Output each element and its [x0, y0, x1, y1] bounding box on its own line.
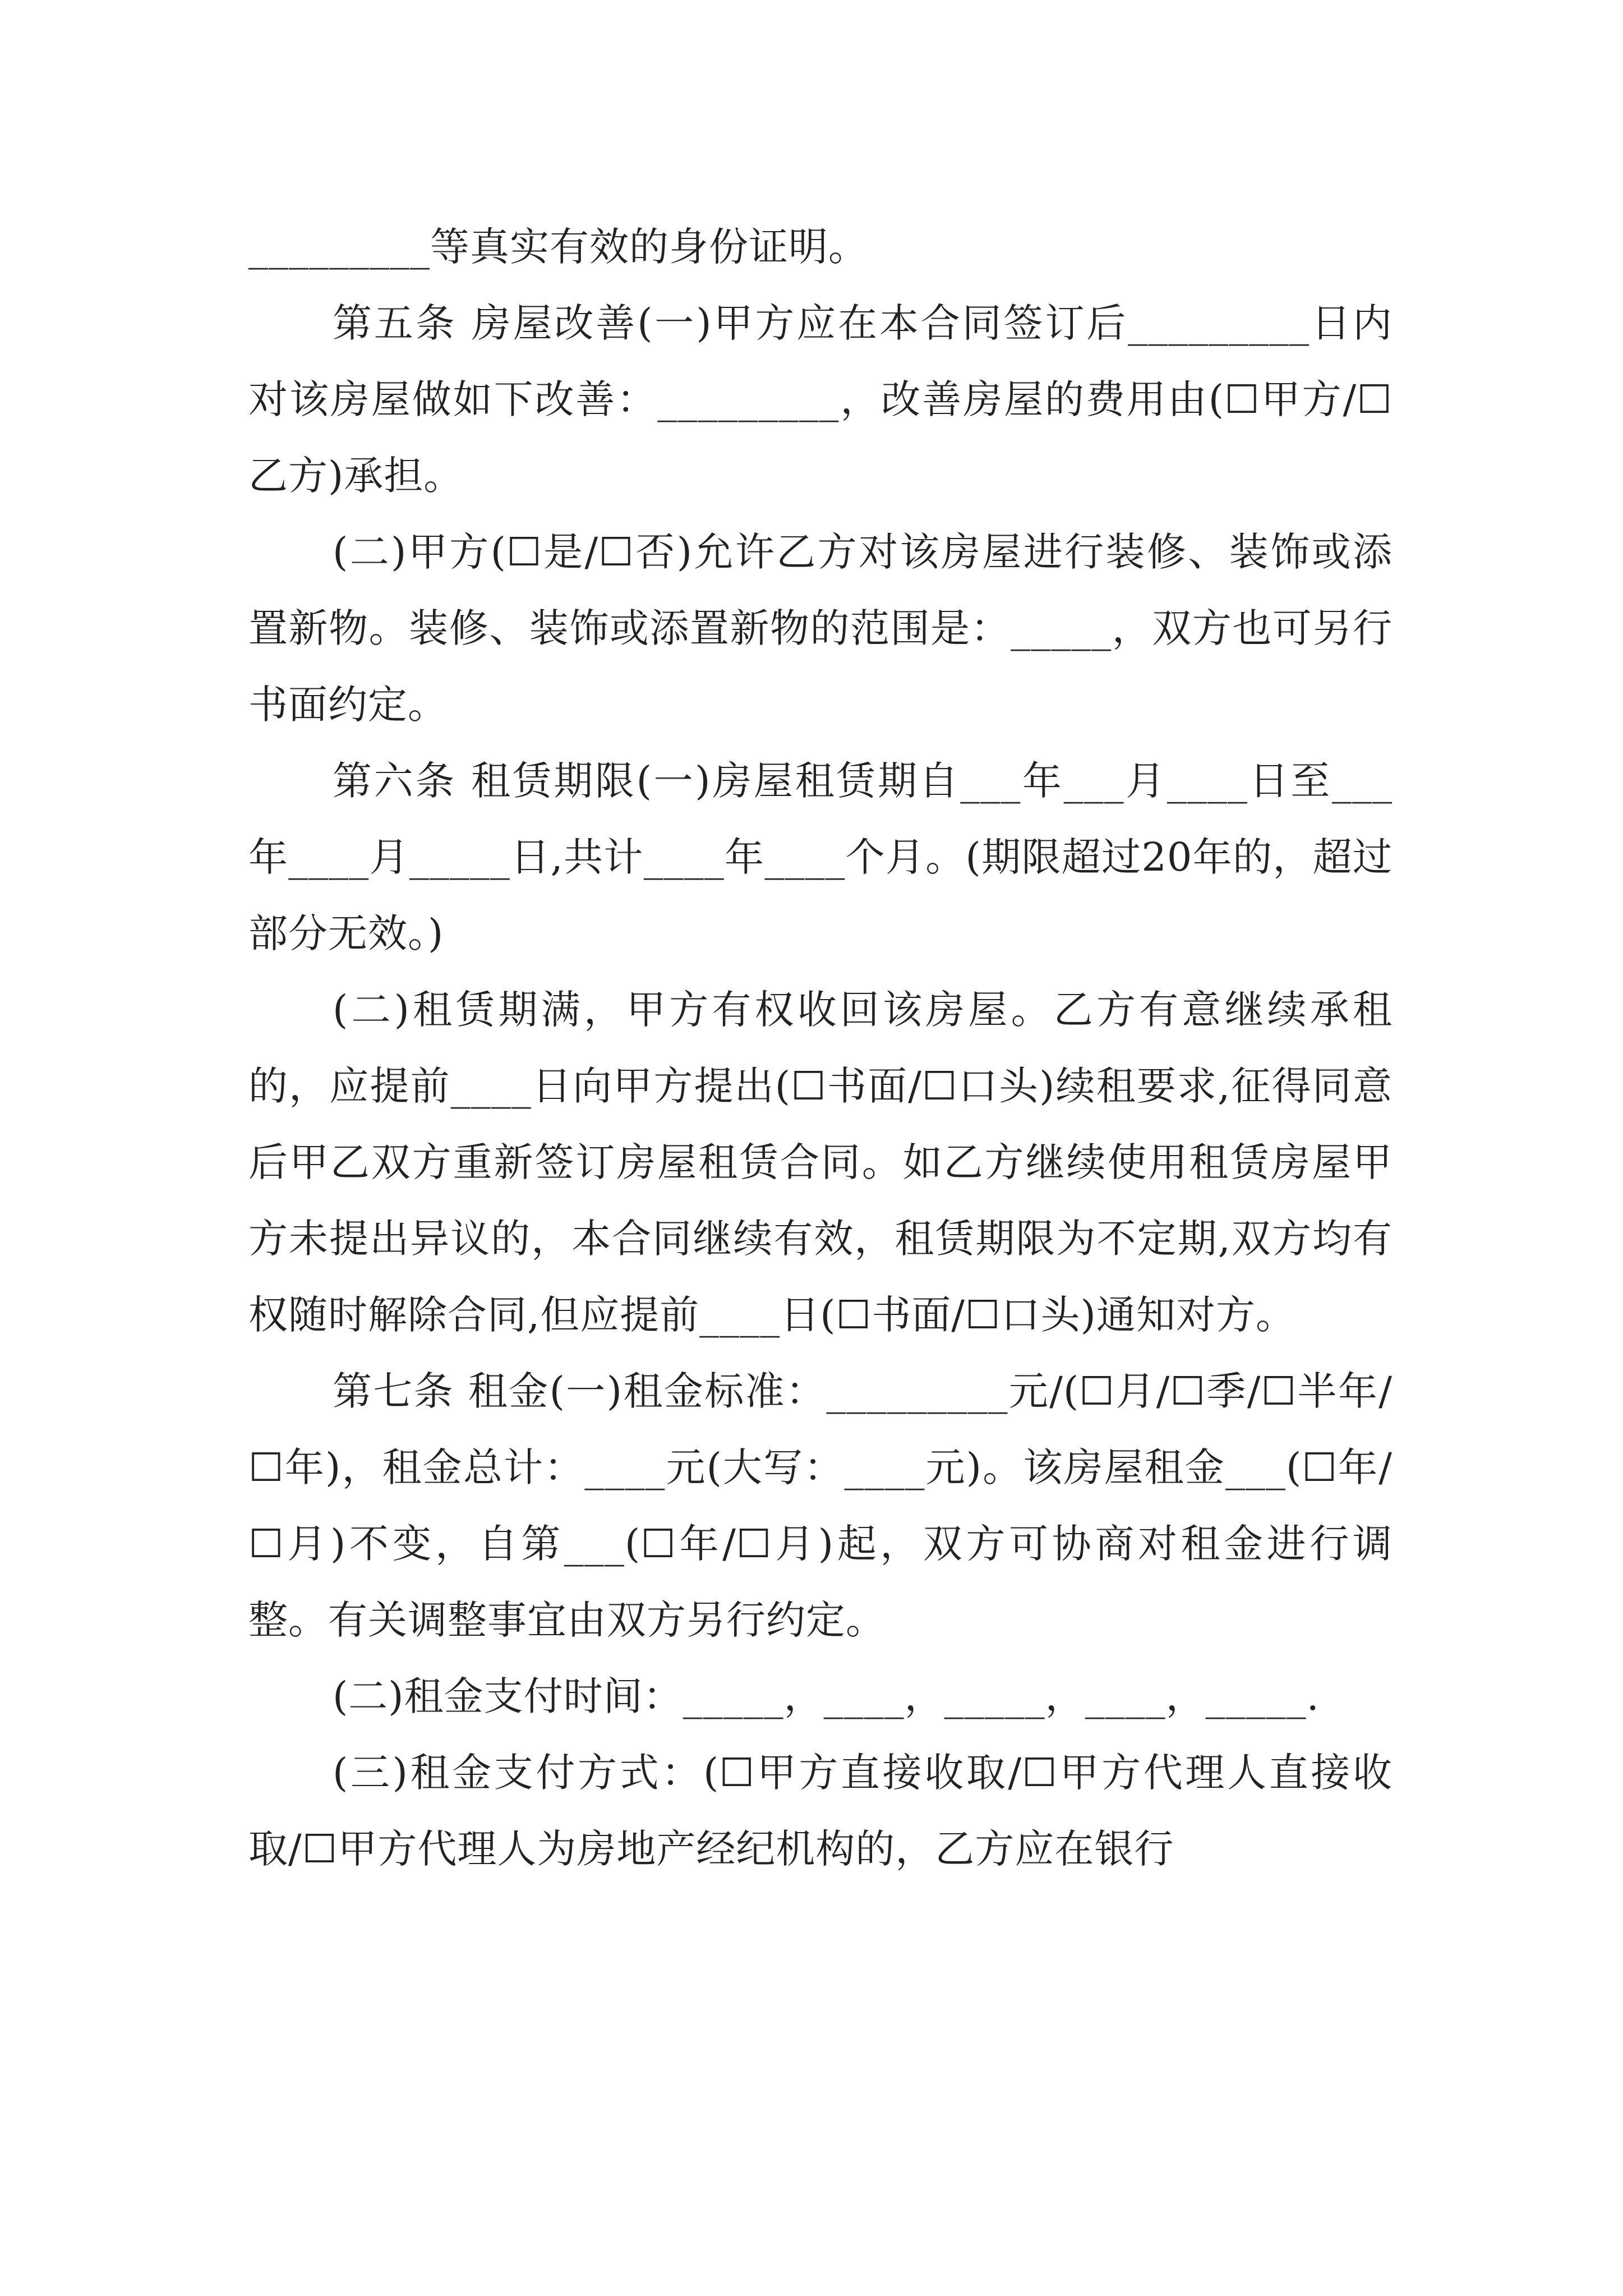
paragraph-article-5-decoration: (二)甲方(☐是/☐否)允许乙方对该房屋进行装修、装饰或添置新物。装修、装饰或添置新物的范围是：_____，双方也可另行书面约定。 [248, 529, 1393, 728]
paragraph-id-proof: _________等真实有效的身份证明。 [248, 224, 868, 270]
paragraph-article-6-renewal: (二)租赁期满，甲方有权收回该房屋。乙方有意继续承租的，应提前____日向甲方提出(☐书面/☐口头)续租要求,征得同意后甲乙双方重新签订房屋租赁合同。如乙方继续使用租赁房屋甲方未提出异议的，本合同继续有效，租赁期限为不定期,双方均有权随时解除合同,但应提前____日(☐书面/☐口头)通知对方。 [248, 987, 1393, 1338]
paragraph-article-7-rent-standard: 第七条 租金(一)租金标准：_________元/(☐月/☐季/☐半年/☐年)，租金总计：____元(大写：____元)。该房屋租金___(☐年/☐月)不变，自第___(☐年/☐月)起，双方可协商对租金进行调整。有关调整事宜由双方另行约定。 [248, 1368, 1393, 1643]
paragraph-article-5-improvement: 第五条 房屋改善(一)甲方应在本合同签订后_________日内对该房屋做如下改善：_________，改善房屋的费用由(☐甲方/☐乙方)承担。 [248, 300, 1393, 499]
paragraph-article-7-payment-time: (二)租金支付时间：_____，____，_____，____，_____. [333, 1673, 1320, 1719]
paragraph-article-7-payment-method: (三)租金支付方式：(☐甲方直接收取/☐甲方代理人直接收取/☐甲方代理人为房地产经纪机构的，乙方应在银行 [248, 1750, 1393, 1872]
paragraph-article-6-lease-term: 第六条 租赁期限(一)房屋租赁期自___年___月____日至___年____月_____日,共计____年____个月。(期限超过20年的，超过部分无效。) [248, 758, 1393, 956]
contract-body [248, 209, 1393, 1887]
